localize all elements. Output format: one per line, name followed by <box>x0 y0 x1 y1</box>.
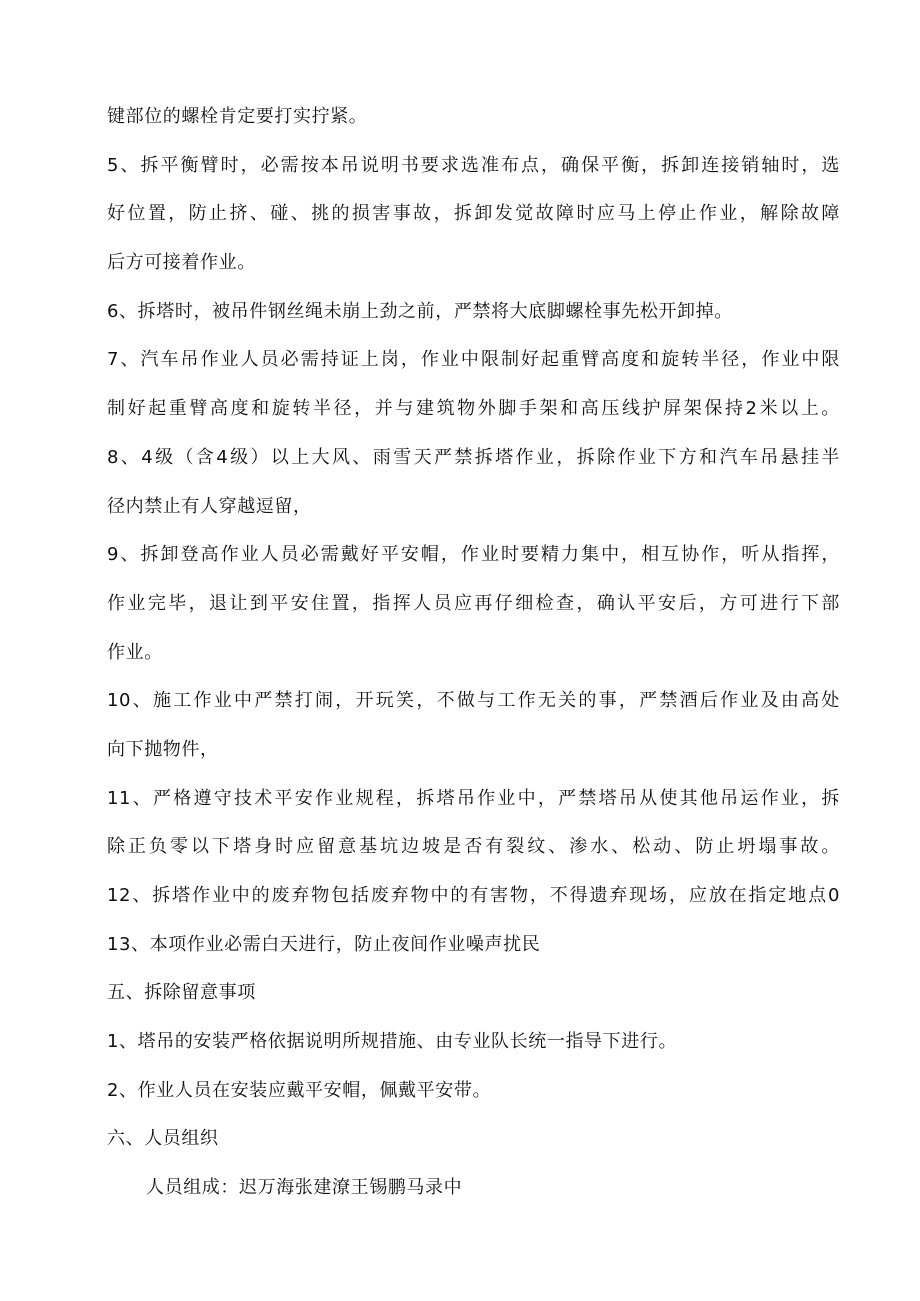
text-line: 13、本项作业必需白天进行，防止夜间作业噪声扰民 <box>107 933 541 955</box>
document-page <box>107 93 840 1213</box>
text-line: 人员组成：迟万海张建潦王锡鹏马录中 <box>146 1177 463 1199</box>
text-line: 向下抛物件， <box>107 738 219 760</box>
text-line: 5、拆平衡臂时，必需按本吊说明书要求选准布点，确保平衡，拆卸连接销轴时，选 <box>107 154 840 176</box>
text-line: 键部位的螺栓肯定要打实拧紧。 <box>107 106 368 127</box>
text-line: 径内禁止有人穿越逗留， <box>107 495 312 517</box>
text-line: 12、拆塔作业中的废弃物包括废弃物中的有害物，不得遗弃现场，应放在指定地点0 <box>107 885 840 906</box>
text-line: 好位置，防止挤、碰、挑的损害事故，拆卸发觉故障时应马上停止作业，解除故障 <box>107 203 840 225</box>
text-line: 1、塔吊的安装严格依据说明所规措施、由专业队长统一指导下进行。 <box>107 1031 678 1053</box>
text-line: 作业完毕，退让到平安住置，指挥人员应再仔细检查，确认平安后，方可进行下部 <box>107 592 840 614</box>
section-heading: 五、拆除留意事项 <box>107 982 256 1004</box>
text-line: 11、严格遵守技术平安作业规程，拆塔吊作业中，严禁塔吊从使其他吊运作业，拆 <box>107 787 840 809</box>
text-line: 除正负零以下塔身时应留意基坑边坡是否有裂纹、渗水、松动、防止坍塌事故。 <box>107 836 840 858</box>
text-line: 9、拆卸登高作业人员必需戴好平安帽，作业时要精力集中，相互协作，听从指挥， <box>107 544 840 566</box>
text-line: 6、拆塔时，被吊件钢丝绳未崩上劲之前，严禁将大底脚螺栓事先松开卸掉。 <box>107 300 733 322</box>
text-line: 8、4级（含4级）以上大风、雨雪天严禁拆塔作业，拆除作业下方和汽车吊悬挂半 <box>107 446 840 468</box>
text-line: 作业。 <box>107 641 163 663</box>
text-line: 10、施工作业中严禁打闹，开玩笑，不做与工作无关的事，严禁酒后作业及由高处 <box>107 690 840 712</box>
text-line: 7、汽车吊作业人员必需持证上岗，作业中限制好起重臂高度和旋转半径，作业中限 <box>107 349 840 371</box>
text-line: 后方可接着作业。 <box>107 252 256 274</box>
text-line: 2、作业人员在安装应戴平安帽，佩戴平安带。 <box>107 1079 492 1101</box>
section-heading: 六、人员组织 <box>107 1128 219 1150</box>
text-line: 制好起重臂高度和旋转半径，并与建筑物外脚手架和高压线护屏架保持2米以上。 <box>107 398 840 420</box>
